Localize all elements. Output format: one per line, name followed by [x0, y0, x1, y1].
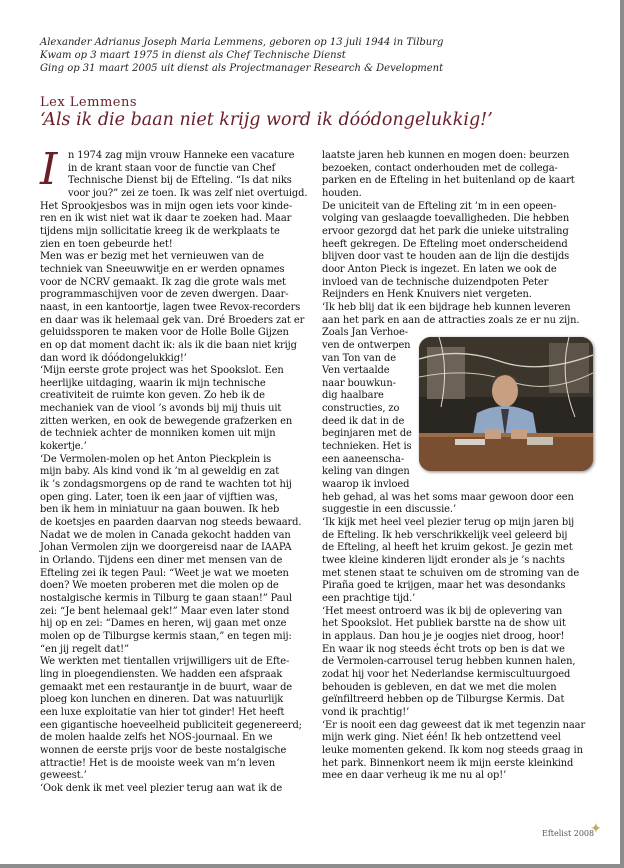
footer-label: Eftelist 2008 — [542, 829, 595, 838]
text-line: ‘Ik kijk met heel veel plezier terug op mijn jaren bij — [322, 517, 575, 529]
text-line: houden. — [322, 187, 362, 199]
text-line: dig haalbare — [322, 390, 384, 402]
text-line: geweest.’ — [40, 770, 87, 782]
text-line: Ven vertaalde — [322, 365, 390, 377]
text-line: En waar ik nog steeds écht trots op ben is dat we — [322, 643, 565, 655]
text-line: Het Sprookjesbos was in mijn ogen iets voor kinde- — [40, 200, 293, 212]
text-line: de Efteling, al heeft het kruim gekost. Je gezin met — [322, 542, 573, 554]
text-line: Men was er bezig met het vernieuwen van de — [40, 251, 264, 263]
text-line: ben ik hem in miniatuur na gaan bouwen. Ik heb — [40, 504, 280, 516]
text-line: voor de NCRV gemaakt. Ik zag die grote wals met — [40, 276, 286, 288]
text-line: zodat hij voor het Nederlandse kermiscultuurgoed — [322, 668, 571, 680]
text-line: Efteling zei ik tegen Paul: “Weet je wat we moeten — [40, 567, 289, 579]
text-line: in applaus. Dan hou je je oogjes niet droog, hoor! — [322, 630, 565, 642]
text-line: Nadat we de molen in Canada gekocht hadden van — [40, 529, 291, 541]
intro-line: Alexander Adrianus Joseph Maria Lemmens, geboren op 13 juli 1944 in Tilburg — [40, 37, 444, 48]
text-line: heerlijke uitdaging, waarin ik mijn technische — [40, 377, 266, 389]
intro-line: Kwam op 3 maart 1975 in dienst als Chef Technische Dienst — [40, 50, 346, 61]
text-line: behouden is gebleven, en dat we met die molen — [322, 681, 557, 693]
text-line: tijdens mijn sollicitatie kreeg ik de werkplaats te — [40, 225, 280, 237]
text-line: ik ’s zondagsmorgens op de rand te wachten tot hij — [40, 479, 292, 491]
text-line: naast, in een kantoortje, lagen twee Revox-recorders — [40, 301, 301, 313]
text-line: open ging. Later, toen ik een jaar of vijftien was, — [40, 491, 278, 503]
text-line: een gigantische hoeveelheid publiciteit gegenereerd; — [40, 719, 302, 731]
text-line: de molen haalde zelfs het NOS-journaal. En we — [40, 732, 273, 744]
text-line: de koetsjes en paarden daarvan nog steeds bewaard. — [40, 517, 302, 529]
text-line: geluidssporen te maken voor de Holle Bolle Gijzen — [40, 327, 289, 339]
text-line: gemaakt met een restaurantje in de buurt, waar de — [40, 681, 293, 693]
text-line: volging van geslaagde toevalligheden. Die hebben — [322, 213, 570, 225]
text-line: technieken. Het is — [322, 441, 412, 453]
text-line: mijn baby. Als kind vond ik ’m al geweldig en zat — [40, 466, 280, 478]
text-line: geïnfiltreerd hebben op de Tilburgse Kermis. Dat — [322, 694, 565, 706]
text-line: blijven door vast te houden aan de lijn die destijds — [322, 251, 570, 263]
text-line: en daar was ik helemaal gek van. Dré Broeders zat er — [40, 314, 305, 326]
text-line: van Ton van de — [322, 352, 396, 364]
text-line: aan het park en aan de attracties zoals ze er nu zijn. — [322, 314, 580, 326]
text-line: ren en ik wist niet wat ik daar te zoeken had. Maar — [40, 213, 292, 225]
text-line: programmaschijven voor de zeven dwergen. Daar- — [40, 289, 289, 301]
text-line: de Vermolen-carrousel terug hebben kunnen halen, — [322, 656, 576, 668]
text-line: ploeg kon lunchen en dineren. Dat was natuurlijk — [40, 694, 284, 706]
text-line: suggestie in een discussie.’ — [322, 504, 456, 516]
text-line: heeft gekregen. De Efteling moet onderscheidend — [322, 238, 568, 250]
text-line: zitten werken, en ook de bewegende grafzerken en — [40, 415, 293, 427]
text-line: bezoeken, contact onderhouden met de collega- — [322, 162, 558, 174]
text-line: wonnen de eerste prijs voor de beste nostalgische — [40, 744, 287, 756]
text-line: een prachtige tijd.’ — [322, 592, 416, 604]
text-line: molen op de Tilburgse kermis staan,” en tegen mij: — [40, 630, 292, 642]
text-line: beginjaren met de — [322, 428, 412, 440]
star-ornament-icon: ✦ — [590, 821, 602, 837]
text-line: creativiteit de ruimte kon geven. Zo heb ik de — [40, 390, 265, 402]
text-line: het Spookslot. Het publiek barstte na de show uit — [322, 618, 566, 630]
text-line: ‘Het meest ontroerd was ik bij de oplevering van — [322, 605, 563, 617]
text-line: zien en toen gebeurde het! — [40, 238, 173, 250]
text-line: dan word ik dóódongelukkig!’ — [40, 352, 187, 364]
text-line: parken en de Efteling in het buitenland op de kaart — [322, 175, 575, 187]
text-line: vond ik prachtig!’ — [322, 706, 410, 718]
text-line: ‘Ook denk ik met veel plezier terug aan wat ik de — [40, 782, 283, 794]
page-shadow — [0, 864, 624, 868]
photo-illustration — [419, 337, 593, 471]
text-line: zei: “Je bent helemaal gek!” Maar even later stond — [40, 605, 290, 617]
text-line: leuke momenten gekend. Ik kom nog steeds graag in — [322, 744, 583, 756]
article-headline: ‘Als ik die baan niet krijg word ik dóódongelukkig!’ — [40, 110, 493, 130]
text-line: in de krant staan voor de functie van Chef — [68, 162, 276, 174]
text-line: doen? We moeten proberen met die molen op de — [40, 580, 279, 592]
text-line: de techniek achter de monniken komen uit mijn — [40, 428, 276, 440]
text-line: techniek van Sneeuwwitje en er werden opnames — [40, 263, 285, 275]
text-line: mechaniek van de viool ’s avonds bij mij thuis uit — [40, 403, 282, 415]
text-line: een luxe exploitatie van hier tot ginder! Het heeft — [40, 706, 285, 718]
text-line: laatste jaren heb kunnen en mogen doen: beurzen — [322, 150, 570, 161]
intro-line: Ging op 31 maart 2005 uit dienst als Projectmanager Research & Development — [40, 63, 444, 74]
person-name: Lex Lemmens — [40, 95, 138, 110]
text-line: hij op en zei: “Dames en heren, wij gaan met onze — [40, 618, 287, 630]
text-line: een aaneenscha- — [322, 453, 405, 465]
text-line: ven de ontwerpen — [322, 339, 411, 351]
text-line: twee kleine kinderen lijdt eronder als je ’s nachts — [322, 555, 565, 566]
text-column-left — [40, 144, 312, 795]
text-line: ‘De Vermolen-molen op het Anton Pieckplein is — [40, 453, 272, 465]
text-line: Johan Vermolen zijn we doorgereisd naar de IAAPA — [40, 542, 292, 554]
text-line: We werkten met tientallen vrijwilligers uit de Efte- — [40, 656, 290, 668]
text-line: en op dat moment dacht ik: als ik die baan niet krijg — [40, 339, 297, 351]
page-shadow — [620, 0, 624, 868]
text-line: De uniciteit van de Efteling zit ’m in een opeen- — [322, 200, 557, 212]
intro-block — [40, 36, 600, 75]
text-line: het park. Binnenkort neem ik mijn eerste kleinkind — [322, 757, 574, 769]
text-line: door Anton Pieck is ingezet. En laten we ook de — [322, 263, 557, 275]
photo-man-at-desk — [419, 337, 593, 471]
text-line: Technische Dienst bij de Efteling. “Is dat niks — [68, 175, 292, 187]
text-line: mee en daar verheug ik me nu al op!’ — [322, 770, 507, 782]
text-line: ervoor gezorgd dat het park die unieke uitstraling — [322, 225, 569, 237]
text-line: heb gehad, al was het soms maar gewoon door een — [322, 491, 574, 503]
text-line: constructies, zo — [322, 403, 400, 415]
text-line: “en jij regelt dat!” — [40, 643, 130, 655]
drop-cap: I — [40, 144, 58, 195]
text-line: keling van dingen — [322, 466, 410, 478]
text-line: de Efteling. Ik heb verschrikkelijk veel geleerd bij — [322, 529, 568, 541]
text-line: ‘Mijn eerste grote project was het Spookslot. Een — [40, 365, 284, 377]
text-line: voor jou?” zei ze toen. Ik was zelf niet overtuigd. — [68, 187, 308, 199]
text-line: deed ik dat in de — [322, 415, 405, 427]
text-line: naar bouwkun- — [322, 377, 396, 389]
text-line: nostalgische kermis in Tilburg te gaan staan!” Paul — [40, 592, 292, 604]
text-line: Reijnders en Henk Knuivers niet vergeten. — [322, 289, 532, 301]
text-line: met stenen staat te schuiven om de stroming van de — [322, 567, 580, 579]
text-line: Zoals Jan Verhoe- — [322, 327, 408, 339]
text-line: Piraña goed te krijgen, maar het was desondanks — [322, 580, 566, 592]
text-line: kokertje.’ — [40, 441, 87, 453]
text-line: invloed van de technische duizendpoten Peter — [322, 276, 549, 288]
text-line: in Orlando. Tijdens een diner met mensen van de — [40, 555, 283, 566]
text-line: waarop ik invloed — [322, 479, 410, 491]
text-line: ‘Ik heb blij dat ik een bijdrage heb kunnen leveren — [322, 301, 571, 313]
text-line: ‘Er is nooit een dag geweest dat ik met tegenzin naar — [322, 719, 586, 731]
text-line: ling in ploegendiensten. We hadden een afspraak — [40, 668, 283, 680]
text-line: attractie! Het is de mooiste week van m’n leven — [40, 757, 276, 769]
text-line: mijn werk ging. Niet één! Ik heb ontzettend veel — [322, 732, 561, 744]
text-line: n 1974 zag mijn vrouw Hanneke een vacature — [68, 150, 295, 161]
